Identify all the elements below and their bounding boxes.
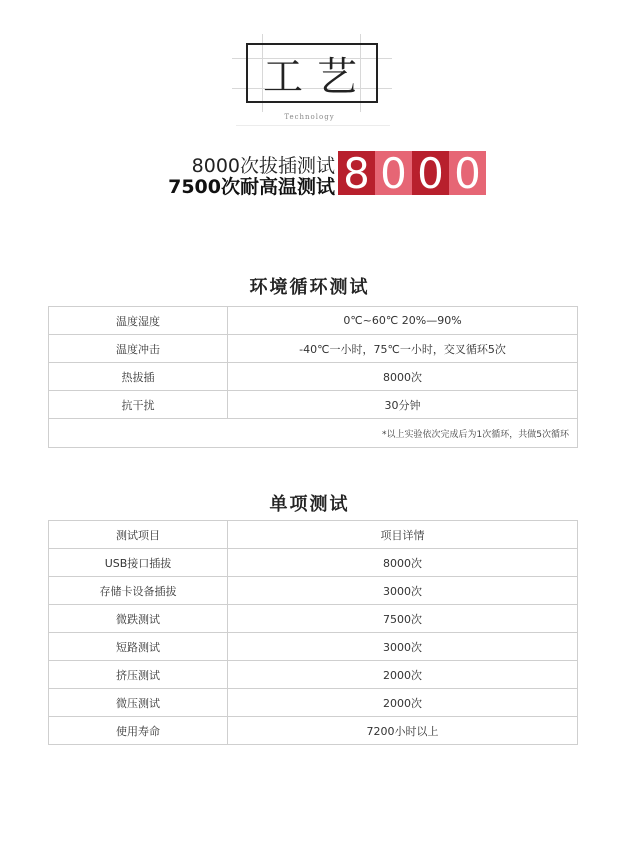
env-test-table bbox=[48, 306, 578, 448]
test-value-cell: 3000次 bbox=[228, 633, 578, 661]
test-value-cell: 7500次 bbox=[228, 605, 578, 633]
env-value-cell: 8000次 bbox=[228, 363, 578, 391]
header-item-cell: 测试项目 bbox=[49, 521, 228, 549]
logo-title: 工艺 bbox=[246, 43, 378, 103]
test-item-cell: 使用寿命 bbox=[49, 717, 228, 745]
env-value-cell: 0℃~60℃ 20%—90% bbox=[228, 307, 578, 335]
env-value-cell: 30分钟 bbox=[228, 391, 578, 419]
logo-subtitle: Technology bbox=[284, 113, 335, 121]
table-row bbox=[49, 661, 578, 689]
single-test-table bbox=[48, 520, 578, 745]
big-number-banner bbox=[338, 148, 486, 198]
big-digit-1: 8 bbox=[338, 151, 375, 195]
table-row bbox=[49, 335, 578, 363]
headline-line-1: 8000次拔插测试 bbox=[191, 155, 335, 177]
env-footnote: *以上实验依次完成后为1次循环，共做5次循环 bbox=[49, 419, 578, 448]
table-row bbox=[49, 363, 578, 391]
env-item-cell: 抗干扰 bbox=[49, 391, 228, 419]
table-row bbox=[49, 717, 578, 745]
test-item-cell: USB接口插拔 bbox=[49, 549, 228, 577]
big-digit-3: 0 bbox=[412, 151, 449, 195]
test-value-cell: 2000次 bbox=[228, 689, 578, 717]
table-row bbox=[49, 633, 578, 661]
table-row bbox=[49, 307, 578, 335]
table-row bbox=[49, 605, 578, 633]
test-value-cell: 7200小时以上 bbox=[228, 717, 578, 745]
table-row bbox=[49, 419, 578, 448]
test-value-cell: 8000次 bbox=[228, 549, 578, 577]
test-value-cell: 3000次 bbox=[228, 577, 578, 605]
header-value-cell: 项目详情 bbox=[228, 521, 578, 549]
env-item-cell: 热拔插 bbox=[49, 363, 228, 391]
table-header-row bbox=[49, 521, 578, 549]
table-row bbox=[49, 577, 578, 605]
test-item-cell: 挤压测试 bbox=[49, 661, 228, 689]
env-item-cell: 温度冲击 bbox=[49, 335, 228, 363]
env-item-cell: 温度湿度 bbox=[49, 307, 228, 335]
env-section-title: 环境循环测试 bbox=[249, 277, 370, 298]
big-digit-2: 0 bbox=[375, 151, 412, 195]
test-item-cell: 存储卡设备插拔 bbox=[49, 577, 228, 605]
test-item-cell: 微压测试 bbox=[49, 689, 228, 717]
big-digit-4: 0 bbox=[449, 151, 486, 195]
test-item-cell: 短路测试 bbox=[49, 633, 228, 661]
single-section-title: 单项测试 bbox=[269, 494, 350, 515]
env-value-cell: -40℃一小时，75℃一小时，交叉循环5次 bbox=[228, 335, 578, 363]
table-row bbox=[49, 689, 578, 717]
test-item-cell: 微跌测试 bbox=[49, 605, 228, 633]
headline-line-2: 7500次耐高温测试 bbox=[168, 176, 335, 198]
table-row bbox=[49, 549, 578, 577]
table-row bbox=[49, 391, 578, 419]
subtitle-divider bbox=[236, 125, 390, 126]
test-value-cell: 2000次 bbox=[228, 661, 578, 689]
